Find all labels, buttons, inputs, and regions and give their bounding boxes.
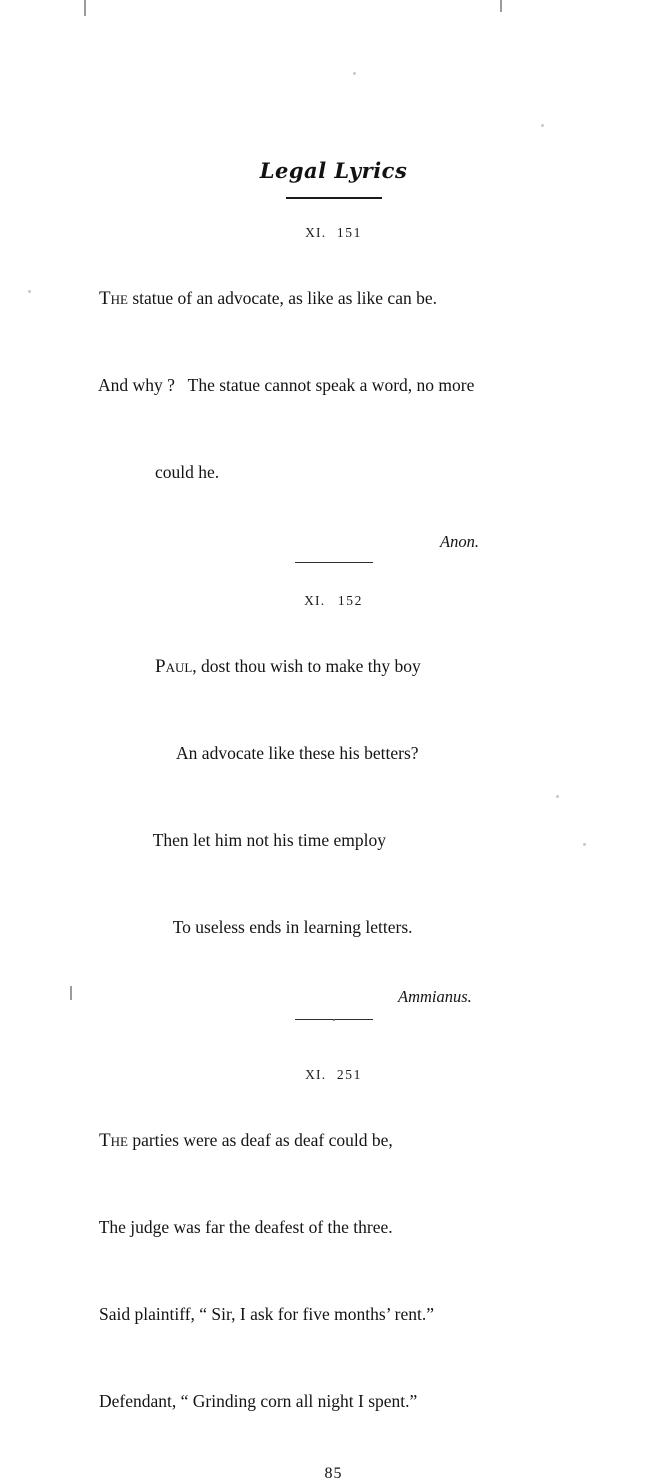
poem-1-line-1-smallcaps: The (99, 288, 128, 309)
poem-2-line-1 (0, 623, 667, 710)
poem-1-line-1 (0, 255, 667, 342)
poem-2-number-value: 152 (337, 593, 363, 608)
poem-2-line-1-smallcaps: Paul (155, 656, 193, 677)
poem-2-line-3 (0, 797, 667, 884)
poem-3-number (0, 1067, 667, 1083)
poem-1-attribution: Anon. (440, 532, 479, 551)
poem-1-line-2-text: And why ? The statue cannot speak a word, no more (98, 375, 475, 395)
poem-2 (0, 593, 667, 1007)
page-title: Legal Lyrics (259, 158, 408, 183)
poem-2-number-prefix: XI. (304, 593, 326, 608)
page-number: 85 (324, 1465, 343, 1482)
poem-2-line-3-text: Then let him not his time employ (152, 830, 386, 850)
poem-2-separator (0, 1019, 667, 1045)
poem-1-separator-rule (295, 562, 373, 563)
poem-1-line-3 (0, 429, 667, 516)
poem-1-line-2 (0, 342, 667, 429)
poem-3-line-3-text: Said plaintiff, “ Sir, I ask for five months’ rent.” (99, 1304, 434, 1324)
poem-3-line-1-text: parties were as deaf as deaf could be, (127, 1130, 393, 1150)
poem-1-line-1-text: statue of an advocate, as like as like can be. (127, 288, 437, 308)
poem-2-line-4-text: To useless ends in learning letters. (172, 917, 413, 937)
poem-1-number (0, 225, 667, 241)
poem-3-number-value: 251 (336, 1067, 362, 1082)
poem-3 (0, 1067, 667, 1445)
poem-3-line-2-text: The judge was far the deafest of the three. (98, 1217, 393, 1237)
poem-2-line-2 (0, 710, 667, 797)
poem-3-number-prefix: XI. (305, 1067, 327, 1082)
poem-2-attribution: Ammianus. (398, 987, 472, 1006)
poem-3-line-2 (0, 1184, 667, 1271)
poem-2-line-2-text: An advocate like these his betters? (176, 743, 419, 763)
poem-3-line-4-text: Defendant, “ Grinding corn all night I spent.” (99, 1391, 418, 1411)
poem-1-line-3-text: could he. (155, 462, 220, 482)
poem-3-line-3 (0, 1271, 667, 1358)
poem-2-number (0, 593, 667, 609)
poem-3-line-4 (0, 1358, 667, 1445)
poem-3-line-1-smallcaps: The (99, 1130, 128, 1151)
poem-3-line-1 (0, 1097, 667, 1184)
separator-dot (333, 1019, 335, 1021)
poem-1-number-value: 151 (336, 225, 362, 240)
poem-2-line-4 (0, 884, 667, 971)
poem-1 (0, 225, 667, 552)
poem-1-number-prefix: XI. (305, 225, 327, 240)
poem-2-line-1-text: , dost thou wish to make thy boy (192, 656, 421, 676)
title-rule (286, 197, 382, 199)
